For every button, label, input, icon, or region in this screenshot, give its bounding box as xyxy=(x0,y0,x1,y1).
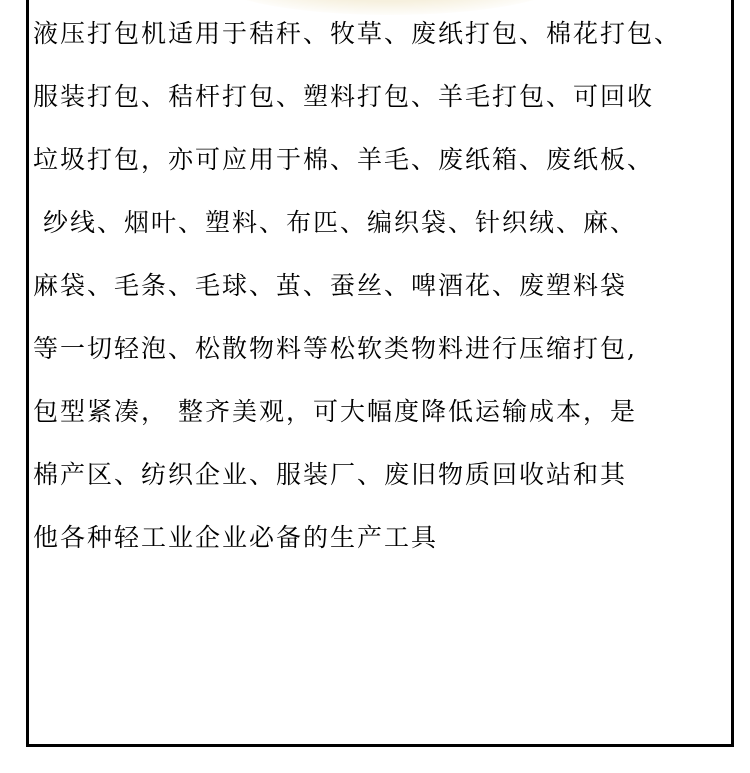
text-line: 服装打包、秸杆打包、塑料打包、羊毛打包、可回收 xyxy=(33,82,655,111)
text-line: 麻袋、毛条、毛球、茧、蚕丝、啤酒花、废塑料袋 xyxy=(33,271,628,300)
text-line: 液压打包机适用于秸秆、牧草、废纸打包、棉花打包、 xyxy=(33,19,682,48)
text-line: 纱线、烟叶、塑料、布匹、编织袋、针织绒、麻、 xyxy=(33,208,637,237)
content-frame xyxy=(26,0,734,747)
text-line: 棉产区、纺织企业、服装厂、废旧物质回收站和其 xyxy=(33,460,628,489)
text-line: 包型紧凑， 整齐美观，可大幅度降低运输成本，是 xyxy=(33,397,637,426)
text-line: 等一切轻泡、松散物料等松软类物料进行压缩打包, xyxy=(33,334,637,363)
text-line: 他各种轻工业企业必备的生产工具 xyxy=(33,523,439,552)
text-line: 垃圾打包，亦可应用于棉、羊毛、废纸箱、废纸板、 xyxy=(33,145,655,174)
description-paragraph xyxy=(33,20,733,587)
